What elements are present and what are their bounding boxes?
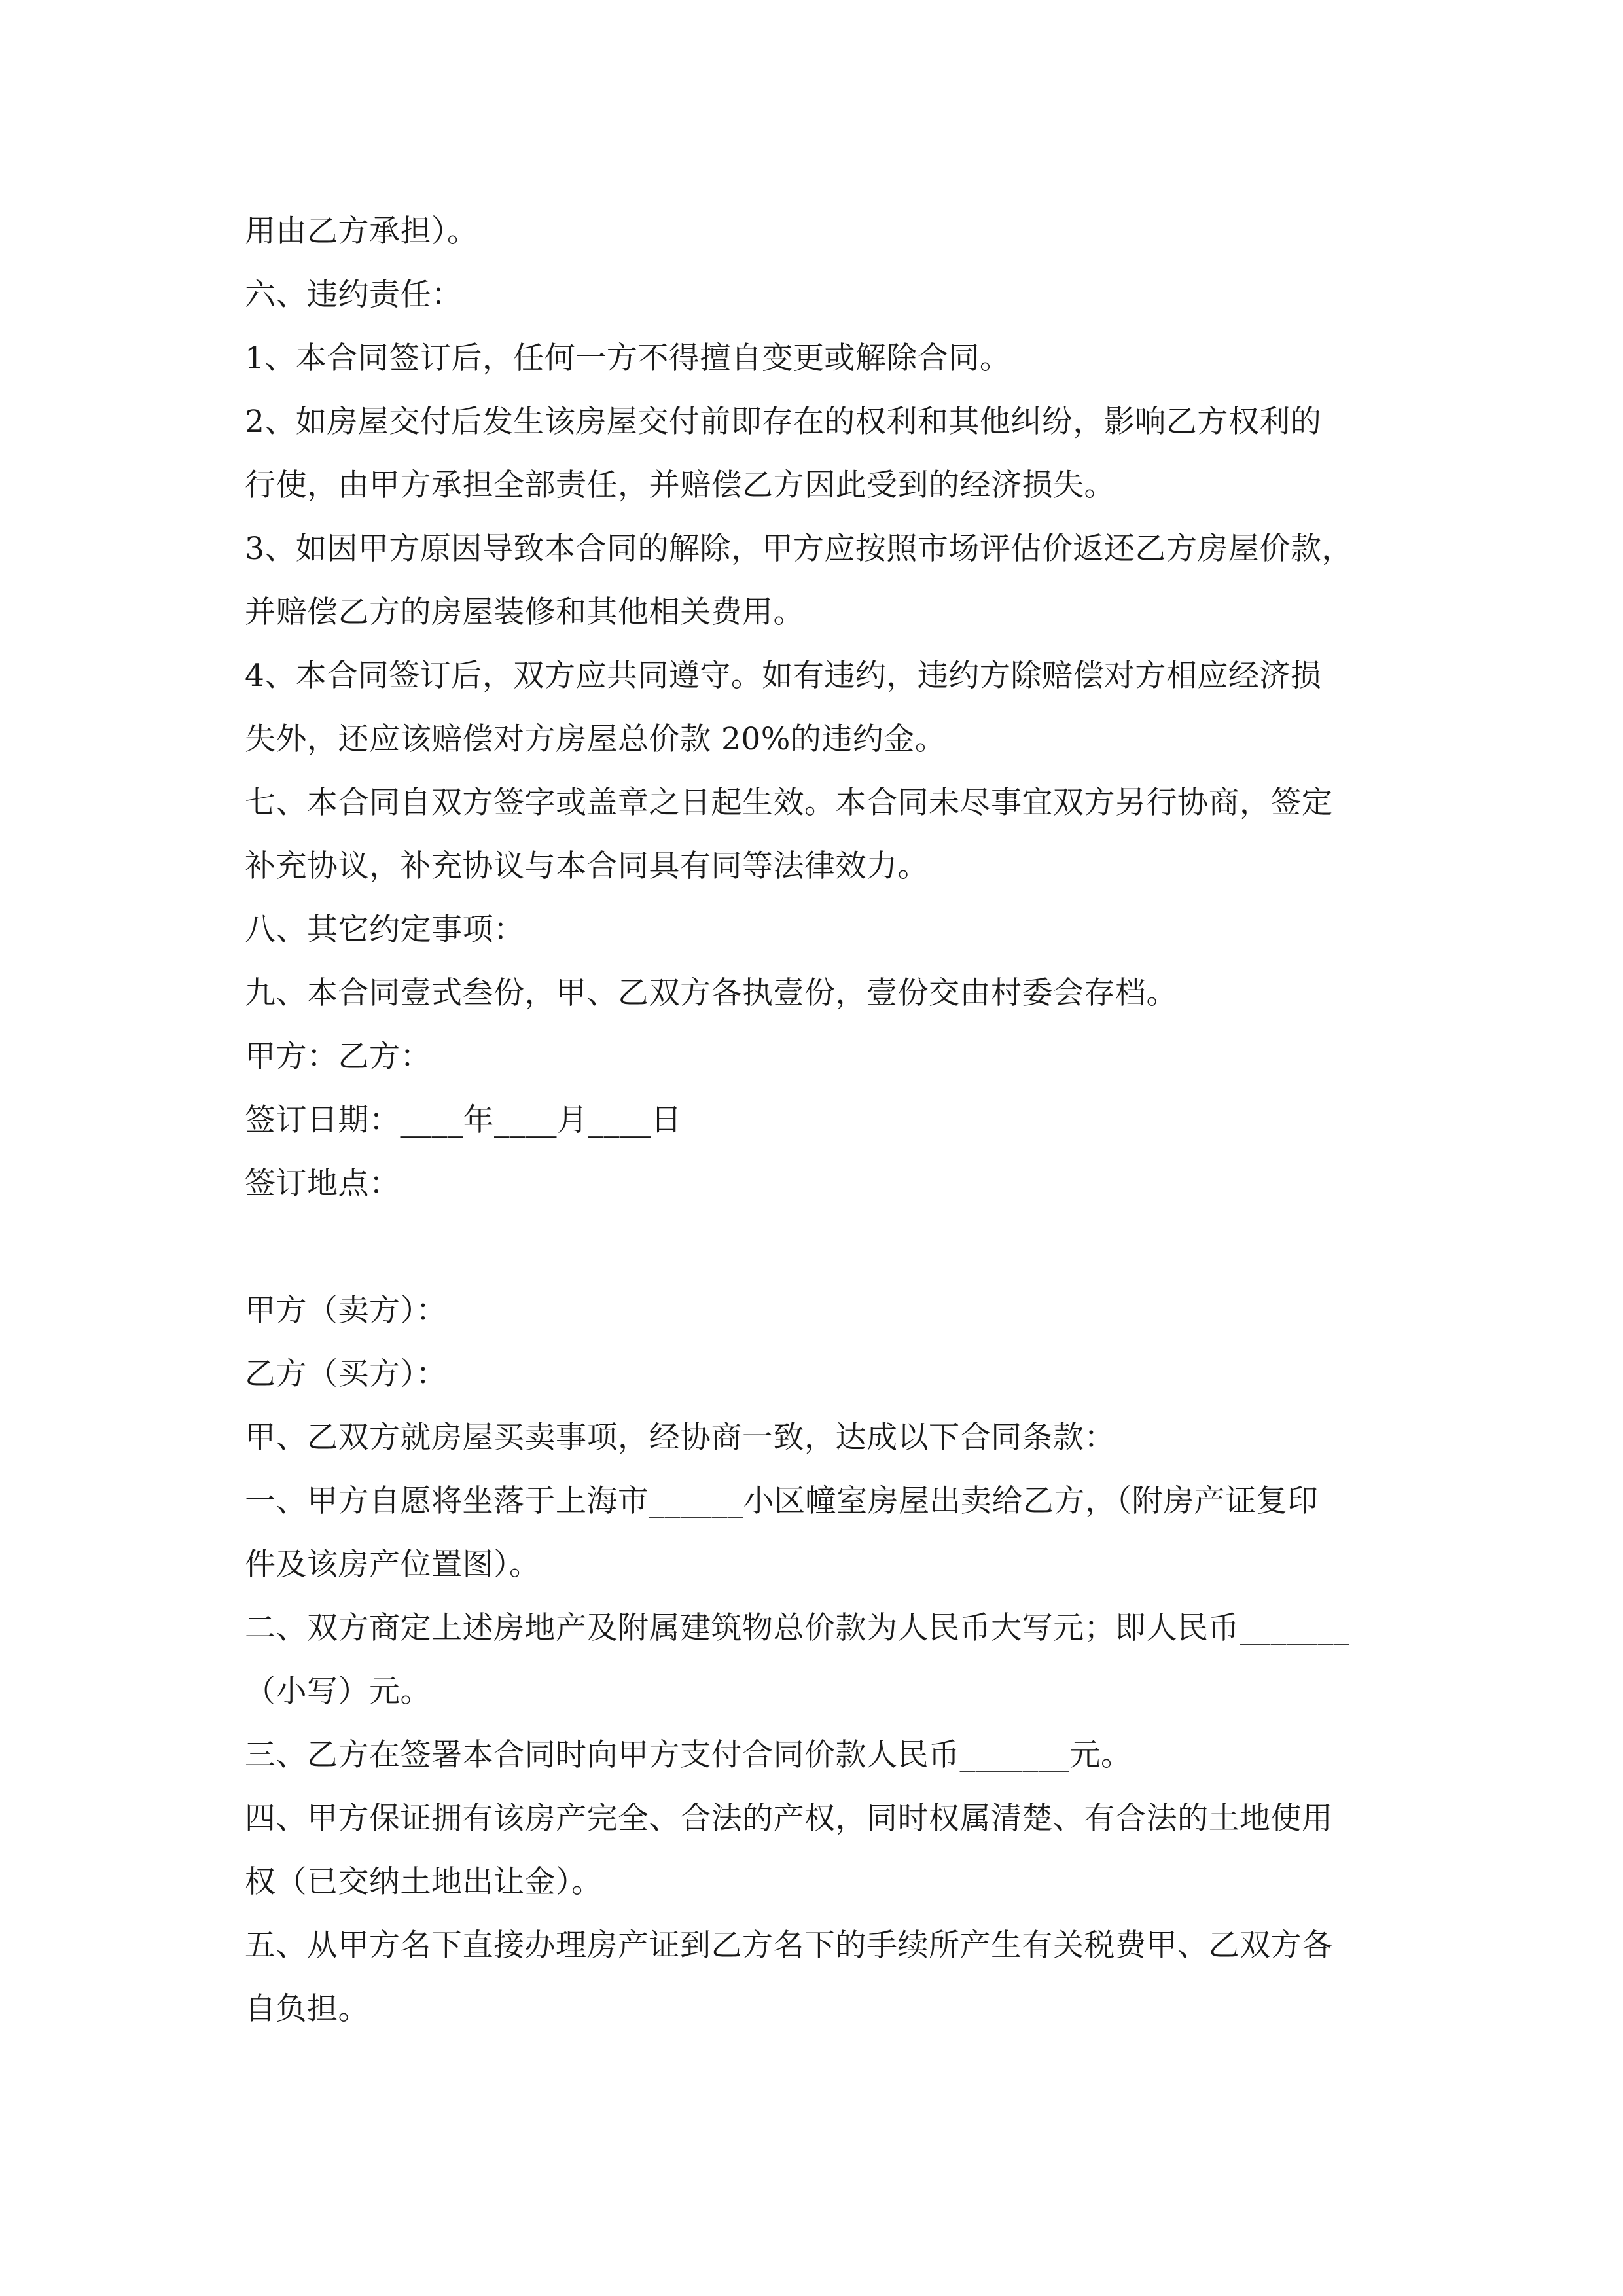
signing-place-line: 签订地点：	[245, 1166, 401, 1202]
section-heading-other: 八、其它约定事项：	[245, 912, 525, 948]
text-line: 失外，还应该赔偿对方房屋总价款 20%的违约金。	[245, 721, 946, 757]
text-line: 补充协议，补充协议与本合同具有同等法律效力。	[245, 848, 929, 884]
text-line: 并赔偿乙方的房屋装修和其他相关费用。	[245, 594, 804, 630]
text-line: 七、本合同自双方签字或盖章之日起生效。本合同未尽事宜双方另行协商，签定	[245, 785, 1333, 821]
text-line: 自负担。	[245, 1991, 369, 2027]
contract-text	[245, 200, 1383, 2041]
text-line: 一、甲方自愿将坐落于上海市______小区幢室房屋出卖给乙方，（附房产证复印	[245, 1483, 1319, 1519]
text-line: 件及该房产位置图）。	[245, 1547, 541, 1583]
text-line: 四、甲方保证拥有该房产完全、合法的产权，同时权属清楚、有合法的土地使用	[245, 1801, 1333, 1837]
text-line: 2、如房屋交付后发生该房屋交付前即存在的权利和其他纠纷，影响乙方权利的	[245, 404, 1322, 440]
text-line: 甲、乙双方就房屋买卖事项，经协商一致，达成以下合同条款：	[245, 1420, 1115, 1456]
section-heading-breach: 六、违约责任：	[245, 277, 463, 313]
text-line: 三、乙方在签署本合同时向甲方支付合同价款人民币_______元。	[245, 1737, 1132, 1773]
blank-line	[245, 1215, 1383, 1279]
signing-date-line: 签订日期：____年____月____日	[245, 1102, 682, 1138]
text-line: 九、本合同壹式叁份，甲、乙双方各执壹份，壹份交由村委会存档。	[245, 975, 1177, 1011]
text-line: 1、本合同签订后，任何一方不得擅自变更或解除合同。	[245, 340, 1011, 376]
text-line: 用由乙方承担）。	[245, 213, 478, 249]
text-line: 4、本合同签订后，双方应共同遵守。如有违约，违约方除赔偿对方相应经济损	[245, 658, 1322, 694]
text-line: 3、如因甲方原因导致本合同的解除，甲方应按照市场评估价返还乙方房屋价款，	[245, 531, 1353, 567]
text-line: 权（已交纳土地出让金）。	[245, 1864, 603, 1900]
party-b-buyer: 乙方（买方）：	[245, 1356, 447, 1392]
parties-signature-line: 甲方：乙方：	[245, 1039, 431, 1075]
text-line: 二、双方商定上述房地产及附属建筑物总价款为人民币大写元；即人民币_______	[245, 1610, 1349, 1646]
text-line: 行使，由甲方承担全部责任，并赔偿乙方因此受到的经济损失。	[245, 467, 1115, 503]
party-a-seller: 甲方（卖方）：	[245, 1293, 447, 1329]
text-line: （小写）元。	[245, 1674, 431, 1710]
text-line: 五、从甲方名下直接办理房产证到乙方名下的手续所产生有关税费甲、乙双方各	[245, 1928, 1333, 1964]
